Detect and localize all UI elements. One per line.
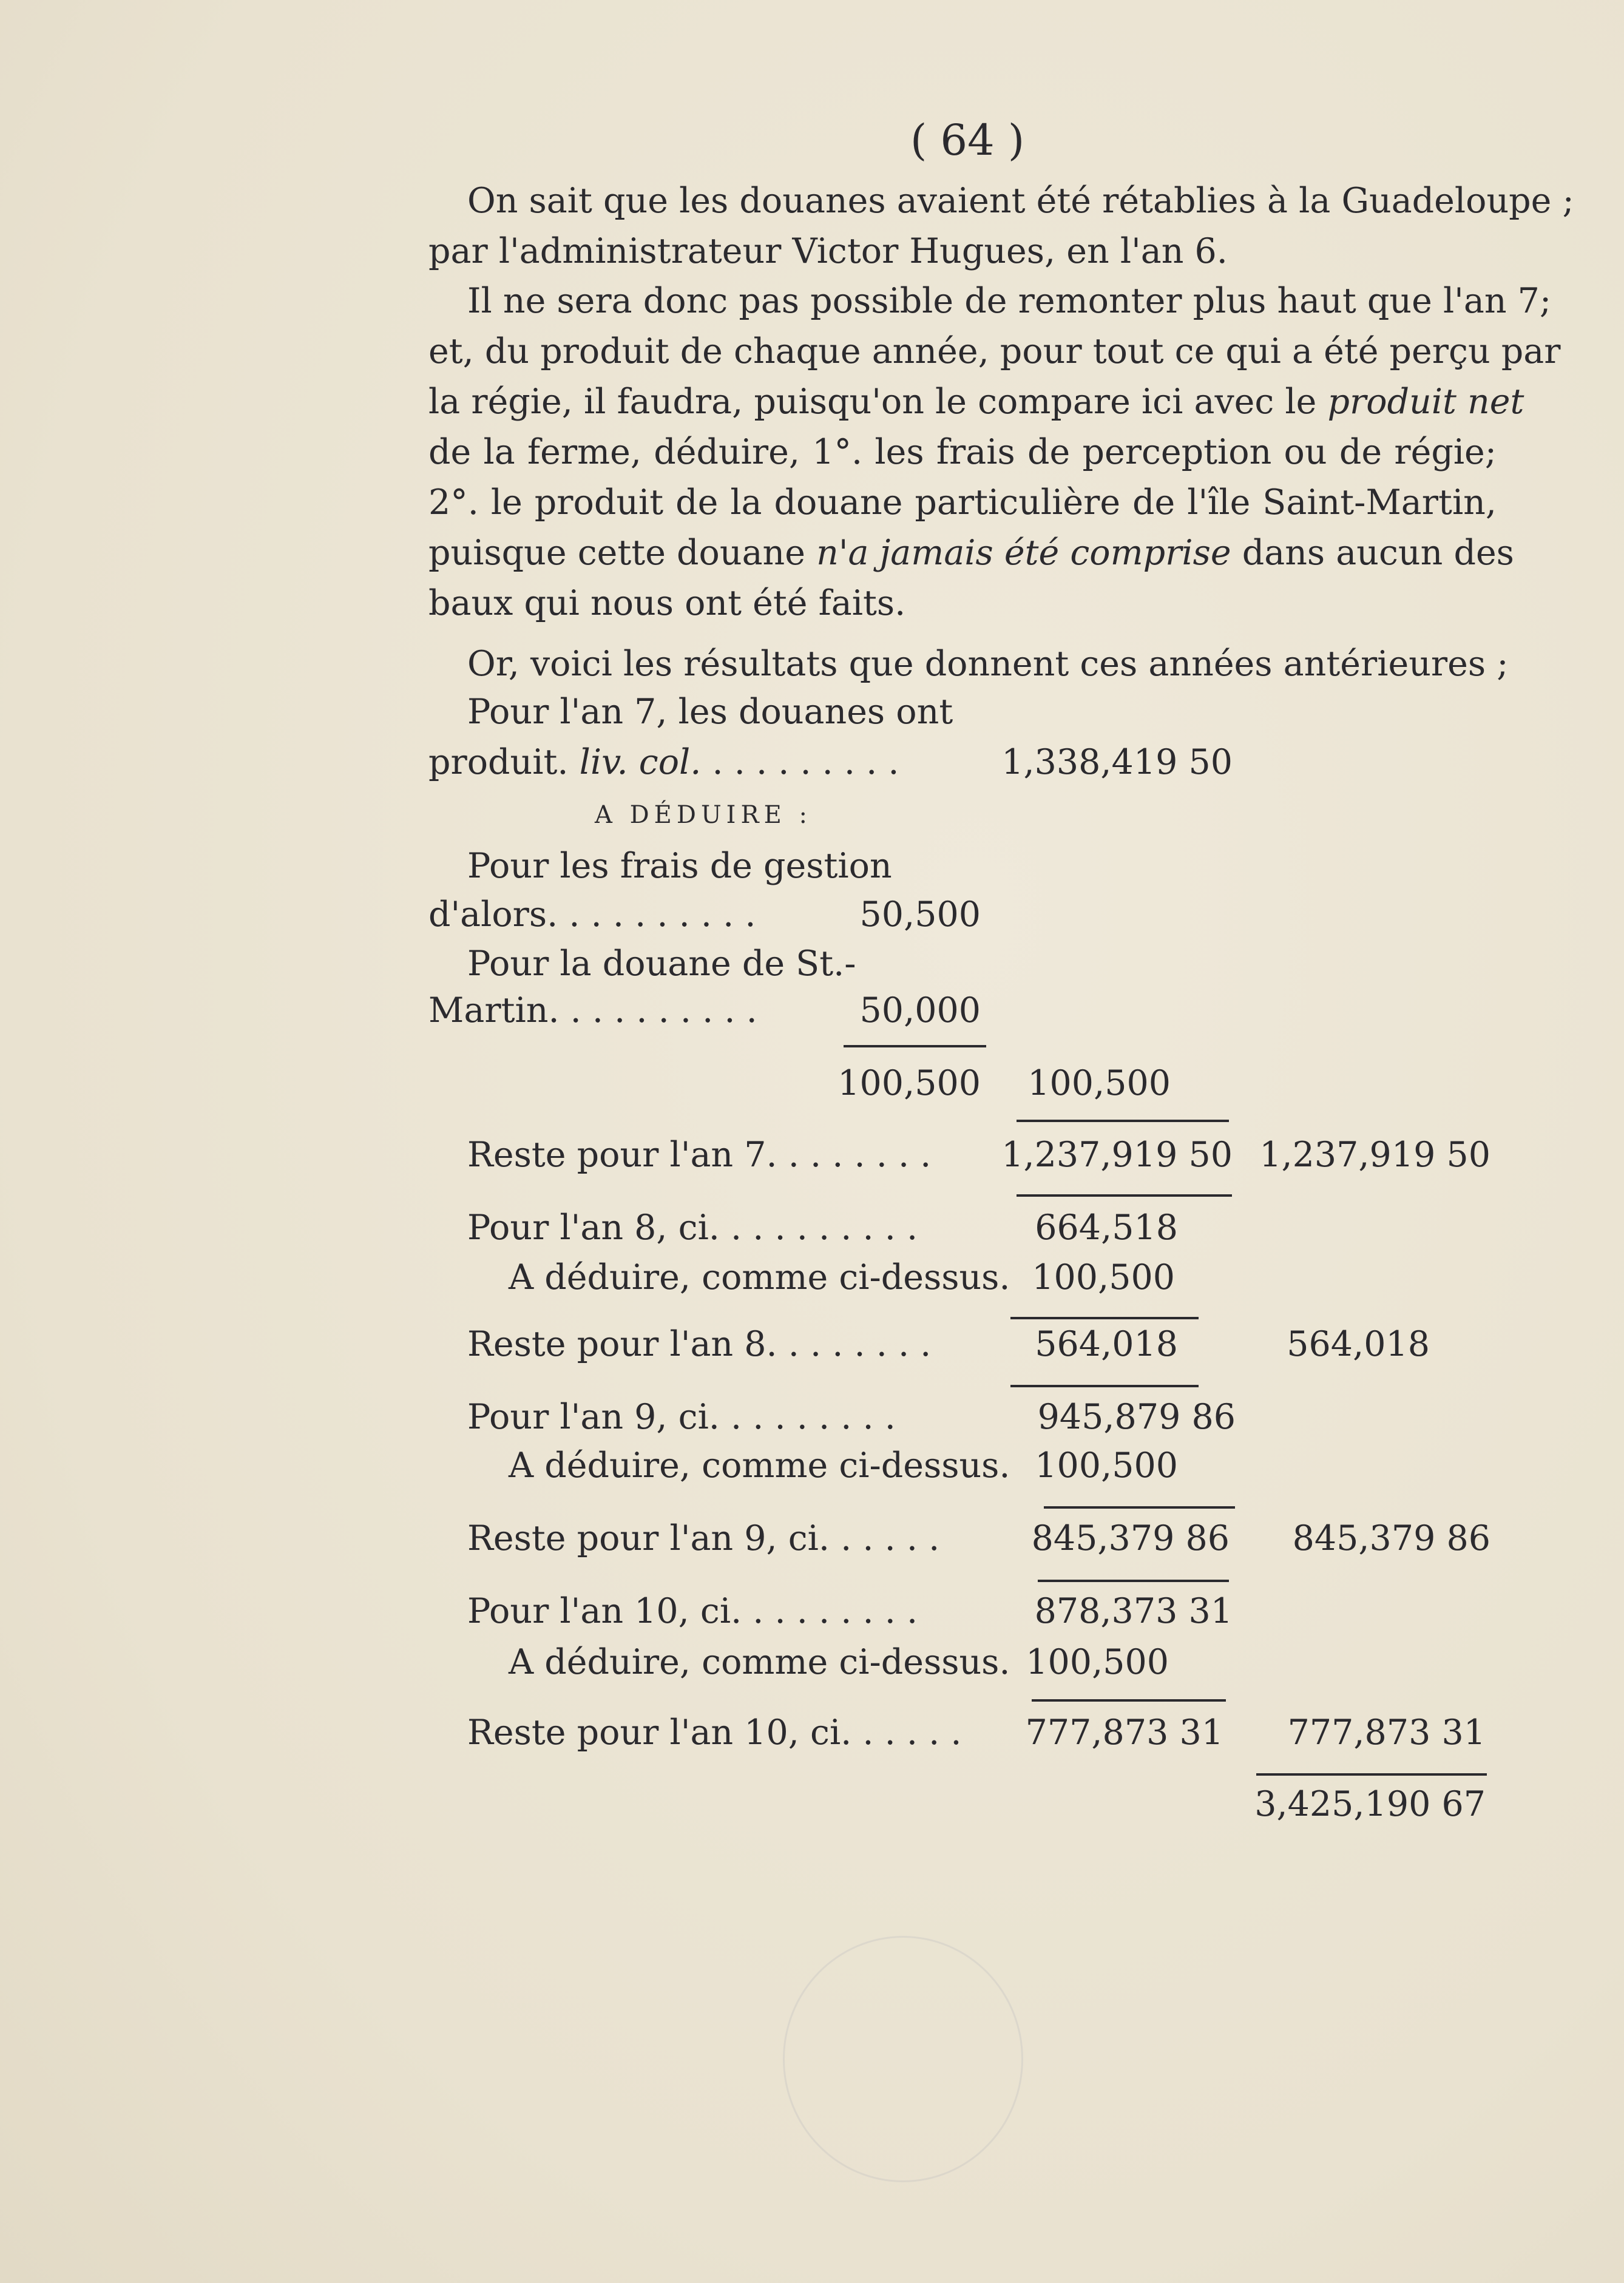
frais-label-line1: Pour les frais de gestion	[467, 846, 892, 886]
text-line: Or, voici les résultats que donnent ces années antérieures ;	[467, 644, 1509, 684]
grand-total: 3,425,190 67	[1254, 1784, 1486, 1824]
stmartin-label-line2: Martin. . . . . . . . . .	[428, 990, 757, 1030]
an7-label-line2	[428, 742, 899, 782]
text-line: par l'administrateur Victor Hugues, en l'an 6.	[428, 231, 1228, 271]
table-row-mid: 564,018	[1035, 1324, 1178, 1364]
table-row-label: Pour l'an 9, ci. . . . . . . . .	[467, 1397, 896, 1437]
rule	[1032, 1699, 1226, 1702]
table-row-mid: 100,500	[1026, 1642, 1169, 1682]
table-row-label: Pour l'an 8, ci. . . . . . . . . .	[467, 1208, 918, 1248]
italic-phrase: n'a jamais été comprise	[816, 533, 1231, 573]
rule	[1038, 1580, 1229, 1582]
italic-phrase: produit net	[1327, 382, 1524, 422]
text-line: Il ne sera donc pas possible de remonter plus haut que l'an 7;	[467, 281, 1552, 321]
rule	[1010, 1317, 1199, 1319]
table-row-mid: 777,873 31	[1025, 1713, 1223, 1753]
deduction-total: 100,500	[1027, 1063, 1171, 1103]
table-row-right: 845,379 86	[1292, 1518, 1490, 1558]
frais-value: 50,500	[859, 895, 981, 935]
table-row-mid: 945,879 86	[1037, 1397, 1236, 1437]
rule	[844, 1045, 986, 1047]
text-line: baux qui nous ont été faits.	[428, 583, 906, 623]
frais-label-line2: d'alors. . . . . . . . . .	[428, 895, 756, 935]
table-row-label: Reste pour l'an 7. . . . . . . .	[467, 1135, 932, 1175]
table-row-mid: 878,373 31	[1034, 1591, 1233, 1631]
table-row-label: A déduire, comme ci-dessus.	[509, 1446, 1010, 1486]
text-segment: la régie, il faudra, puisqu'on le compare ici avec le	[428, 382, 1317, 422]
page-number: ( 64 )	[910, 115, 1025, 165]
table-row-mid: 100,500	[1032, 1257, 1175, 1297]
rule	[1017, 1194, 1232, 1197]
table-row-mid: 100,500	[1035, 1446, 1178, 1486]
table-row-right: 1,237,919 50	[1259, 1135, 1490, 1175]
text-segment: puisque cette douane	[428, 533, 805, 573]
table-row-label: Reste pour l'an 9, ci. . . . . .	[467, 1518, 940, 1558]
deduct-heading: A DÉDUIRE :	[595, 801, 812, 829]
rule	[1044, 1506, 1235, 1509]
rule	[1256, 1773, 1487, 1776]
deduction-subtotal: 100,500	[837, 1063, 981, 1103]
table-row-label: Pour l'an 10, ci. . . . . . . . .	[467, 1591, 918, 1631]
stmartin-value: 50,000	[859, 990, 981, 1030]
text-segment: dans aucun des	[1242, 533, 1514, 573]
stmartin-label-line1: Pour la douane de St.-	[467, 944, 856, 984]
text-line: de la ferme, déduire, 1°. les frais de perception ou de régie;	[428, 432, 1497, 472]
table-row-mid: 664,518	[1035, 1208, 1178, 1248]
an7-label-line1: Pour l'an 7, les douanes ont	[467, 692, 953, 732]
table-row-label: A déduire, comme ci-dessus.	[509, 1642, 1010, 1682]
currency-unit: liv. col.	[579, 742, 702, 782]
table-row-mid: 1,237,919 50	[1001, 1135, 1233, 1175]
paper-stain	[783, 1936, 1023, 2182]
rule	[1017, 1120, 1229, 1122]
table-row-mid: 845,379 86	[1031, 1518, 1230, 1558]
text-line: On sait que les douanes avaient été rétablies à la Guadeloupe ;	[467, 181, 1574, 221]
rule	[1010, 1385, 1199, 1387]
table-row-label: A déduire, comme ci-dessus.	[509, 1257, 1010, 1297]
table-row-label: Reste pour l'an 8. . . . . . . .	[467, 1324, 932, 1364]
table-row-right: 777,873 31	[1287, 1713, 1486, 1753]
table-row-label: Reste pour l'an 10, ci. . . . . .	[467, 1713, 962, 1753]
text-segment: produit.	[428, 742, 569, 782]
table-row-right: 564,018	[1287, 1324, 1430, 1364]
text-line: et, du produit de chaque année, pour tout ce qui a été perçu par	[428, 331, 1561, 371]
an7-gross-value: 1,338,419 50	[1001, 742, 1233, 782]
leader-dots: . . . . . . . . .	[712, 742, 899, 782]
text-line: 2°. le produit de la douane particulière de l'île Saint-Martin,	[428, 482, 1497, 523]
